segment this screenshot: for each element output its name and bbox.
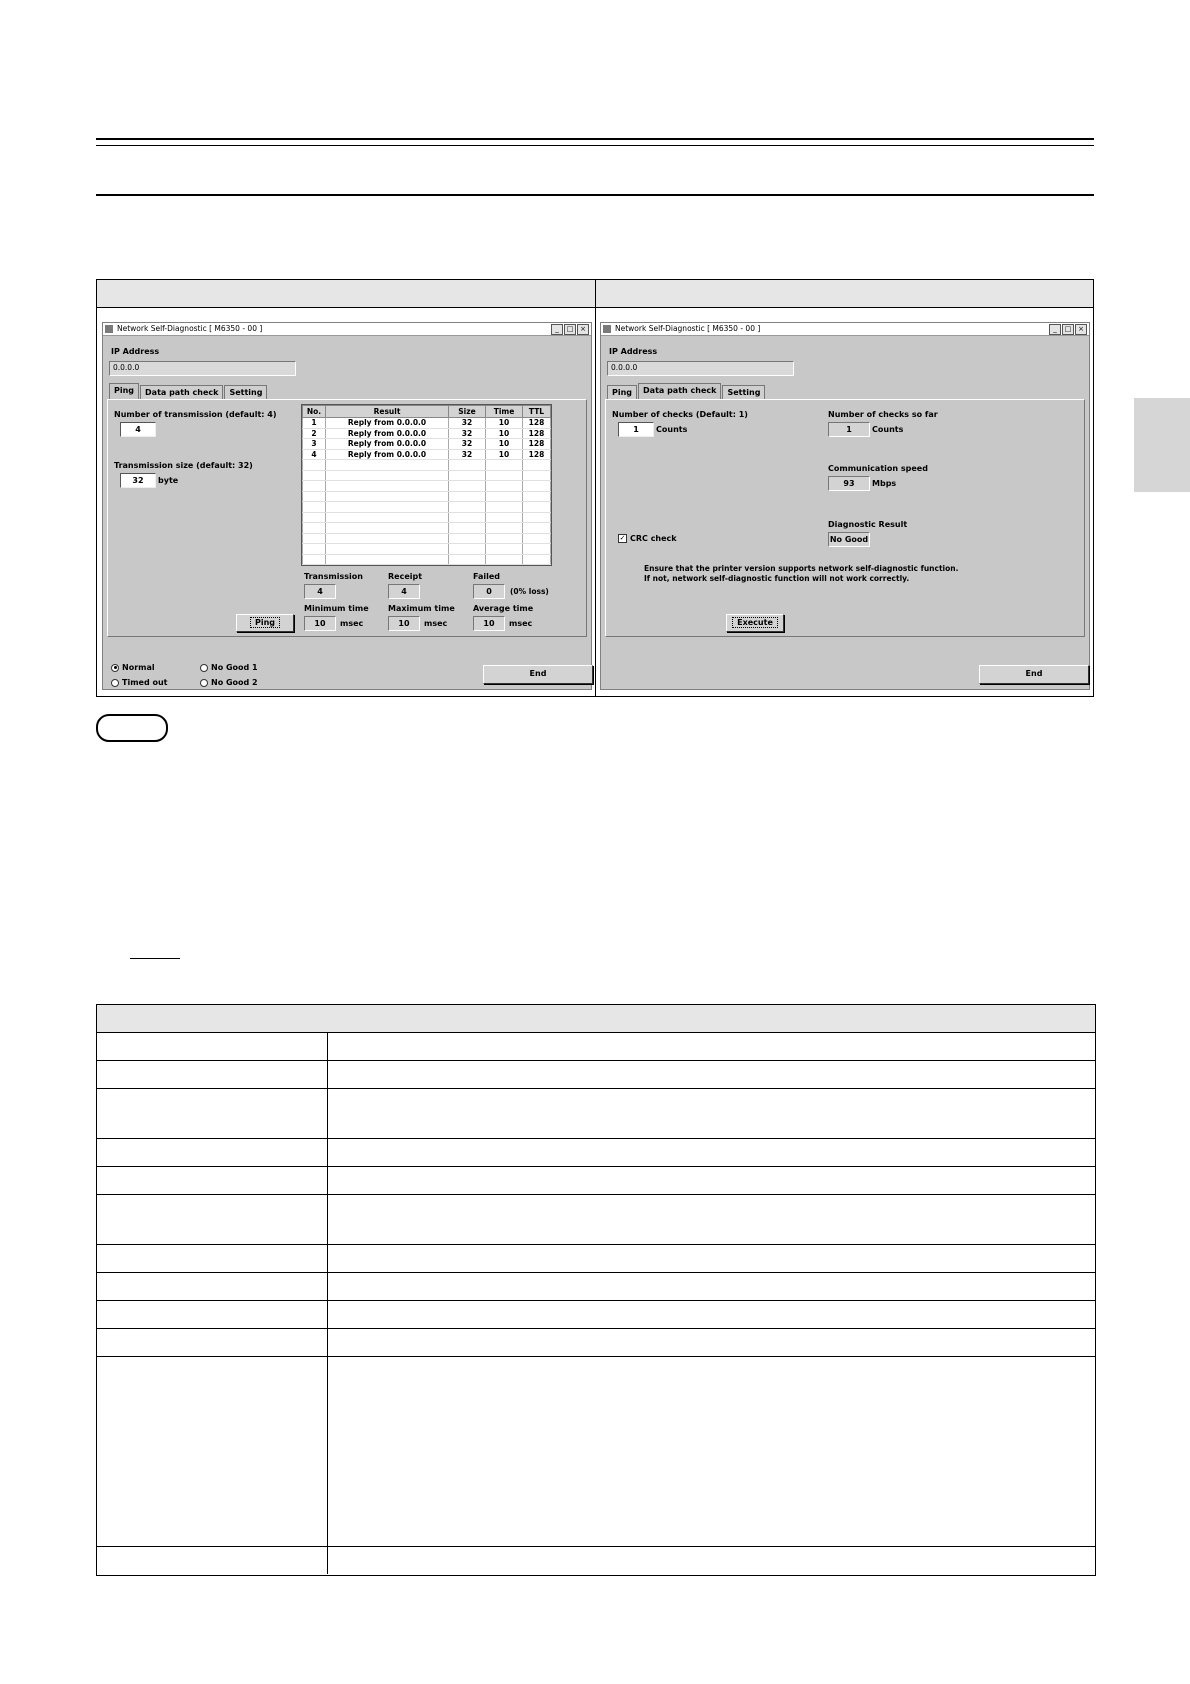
close-icon[interactable]: ×: [1075, 324, 1087, 335]
ip-address-label: IP Address: [609, 347, 658, 356]
spec-row-cell: [97, 1329, 328, 1356]
checks-so-far-label: Number of checks so far: [828, 410, 938, 419]
col-no[interactable]: No.: [303, 406, 326, 418]
radio-normal-label: Normal: [122, 663, 155, 672]
spec-row-cell: [97, 1139, 328, 1166]
tab-data-path-check[interactable]: Data path check: [638, 383, 721, 400]
tab-ping[interactable]: Ping: [607, 385, 637, 400]
cell: 1: [303, 418, 326, 429]
datapath-window: [600, 322, 1090, 690]
cell: Reply from 0.0.0.0: [326, 428, 449, 439]
radio-icon: [200, 679, 208, 687]
execute-button[interactable]: [726, 614, 784, 632]
ping-tab-panel: [107, 399, 587, 637]
cell: 3: [303, 439, 326, 450]
spec-row: [97, 1195, 1095, 1245]
radio-no-good-1[interactable]: [200, 663, 258, 672]
transmission-size-label: Transmission size (default: 32): [114, 461, 253, 470]
num-checks-label: Number of checks (Default: 1): [612, 410, 748, 419]
end-button[interactable]: End: [483, 665, 593, 684]
spec-row: [97, 1061, 1095, 1089]
app-icon: [105, 325, 113, 333]
ping-button-label: Ping: [251, 618, 279, 627]
figure-column-divider: [595, 280, 596, 696]
cell: 128: [523, 439, 551, 450]
table-row[interactable]: [303, 449, 551, 460]
crc-check[interactable]: [618, 534, 677, 543]
table-row[interactable]: [303, 439, 551, 450]
checkbox-checked-icon: ✓: [619, 534, 626, 542]
spec-table: [96, 1004, 1096, 1576]
tab-data-path-check[interactable]: Data path check: [140, 385, 223, 400]
num-checks-input[interactable]: 1: [618, 422, 654, 437]
spec-row-cell: [97, 1061, 328, 1088]
window-title: Network Self-Diagnostic [ M6350 - 00 ]: [615, 324, 761, 333]
maximize-icon[interactable]: □: [564, 324, 576, 335]
figure-table: [96, 279, 1094, 697]
transmission-value: 4: [304, 584, 336, 599]
cell: 32: [449, 418, 486, 429]
spec-row-cell: [97, 1301, 328, 1328]
end-button[interactable]: End: [979, 665, 1089, 684]
cell: 2: [303, 428, 326, 439]
maximize-icon[interactable]: □: [1062, 324, 1074, 335]
notice-line-2: If not, network self-diagnostic function will not work correctly.: [644, 574, 910, 583]
radio-no-good-2[interactable]: [200, 678, 258, 687]
cell: 128: [523, 428, 551, 439]
radio-selected-icon: [111, 664, 119, 672]
comm-speed-unit: Mbps: [872, 479, 897, 488]
cell: 32: [449, 439, 486, 450]
table-row-empty: [303, 544, 551, 555]
failed-label: Failed: [473, 572, 501, 581]
table-row[interactable]: [303, 418, 551, 429]
checks-so-far-unit: Counts: [872, 425, 904, 434]
notice-line-1: Ensure that the printer version supports network self-diagnostic function.: [644, 564, 959, 573]
min-time-value: 10: [304, 616, 336, 631]
note-badge: [96, 714, 168, 742]
spec-row: [97, 1273, 1095, 1301]
cell: 10: [486, 439, 523, 450]
ip-address-field: 0.0.0.0: [607, 361, 794, 376]
cell: 4: [303, 449, 326, 460]
ip-address-field: 0.0.0.0: [109, 361, 296, 376]
table-row-empty: [303, 554, 551, 565]
spec-row: [97, 1547, 1095, 1574]
chapter-side-tab: [1134, 398, 1190, 492]
cell: 32: [449, 449, 486, 460]
avg-time-label: Average time: [473, 604, 534, 613]
ip-address-label: IP Address: [111, 347, 160, 356]
spec-row: [97, 1139, 1095, 1167]
spec-table-header: [97, 1005, 1095, 1033]
spec-row-cell: [97, 1245, 328, 1272]
table-row-empty: [303, 533, 551, 544]
spec-row: [97, 1245, 1095, 1273]
failed-value: 0: [473, 584, 505, 599]
radio-icon: [111, 679, 119, 687]
spec-row: [97, 1301, 1095, 1329]
comm-speed-value: 93: [828, 476, 870, 491]
table-row-empty: [303, 470, 551, 481]
loss-text: (0% loss): [510, 587, 549, 596]
radio-icon: [200, 664, 208, 672]
table-row-empty: [303, 512, 551, 523]
spec-row-cell: [97, 1195, 328, 1244]
num-checks-unit: Counts: [656, 425, 688, 434]
figure-header-right: [596, 280, 1093, 308]
max-time-unit: msec: [424, 619, 448, 628]
col-result[interactable]: Result: [326, 406, 449, 418]
tab-setting[interactable]: Setting: [224, 385, 267, 400]
col-time[interactable]: Time: [486, 406, 523, 418]
minimize-icon[interactable]: _: [1049, 324, 1061, 335]
diag-result-label: Diagnostic Result: [828, 520, 908, 529]
window-title: Network Self-Diagnostic [ M6350 - 00 ]: [117, 324, 263, 333]
table-row-empty: [303, 491, 551, 502]
spec-row: [97, 1167, 1095, 1195]
cell: Reply from 0.0.0.0: [326, 439, 449, 450]
figure-header-left: [97, 280, 595, 308]
spec-row-cell: [97, 1547, 328, 1574]
header-rule: [96, 194, 1094, 196]
spec-row: [97, 1033, 1095, 1061]
ping-window-titlebar: [103, 323, 591, 336]
radio-no-good-2-label: No Good 2: [211, 678, 258, 687]
table-row-empty: [303, 460, 551, 471]
cell: 128: [523, 418, 551, 429]
spec-row: [97, 1329, 1095, 1357]
spec-row-cell: [97, 1033, 328, 1060]
table-row-empty: [303, 523, 551, 534]
spec-row-cell: [97, 1089, 328, 1138]
cell: 10: [486, 418, 523, 429]
max-time-label: Maximum time: [388, 604, 455, 613]
close-icon[interactable]: ×: [577, 324, 589, 335]
diag-result-value: No Good: [828, 532, 870, 547]
min-time-unit: msec: [340, 619, 364, 628]
cell: 10: [486, 449, 523, 460]
spec-row: [97, 1357, 1095, 1547]
radio-normal[interactable]: [111, 663, 155, 672]
tab-ping[interactable]: Ping: [109, 383, 139, 400]
cell: Reply from 0.0.0.0: [326, 449, 449, 460]
max-time-value: 10: [388, 616, 420, 631]
ping-results-table: [301, 404, 552, 566]
cell: Reply from 0.0.0.0: [326, 418, 449, 429]
cell: 10: [486, 428, 523, 439]
tab-setting[interactable]: Setting: [722, 385, 765, 400]
num-transmission-input[interactable]: 4: [120, 422, 156, 437]
underline-mark: [130, 958, 180, 959]
radio-timed-out-label: Timed out: [122, 678, 168, 687]
table-row-empty: [303, 481, 551, 492]
col-size[interactable]: Size: [449, 406, 486, 418]
ping-window: [102, 322, 592, 690]
radio-timed-out[interactable]: [111, 678, 168, 687]
crc-check-label: CRC check: [630, 534, 677, 543]
receipt-value: 4: [388, 584, 420, 599]
datapath-tab-panel: [605, 399, 1085, 637]
header-rule-double: [96, 138, 1094, 146]
radio-no-good-1-label: No Good 1: [211, 663, 258, 672]
cell: 128: [523, 449, 551, 460]
spec-row-cell: [97, 1357, 328, 1546]
table-row[interactable]: [303, 428, 551, 439]
transmission-size-input[interactable]: 32: [120, 473, 156, 488]
spec-row: [97, 1089, 1095, 1139]
minimize-icon[interactable]: _: [551, 324, 563, 335]
num-transmission-label: Number of transmission (default: 4): [114, 410, 277, 419]
byte-unit: byte: [158, 476, 179, 485]
datapath-window-titlebar: [601, 323, 1089, 336]
ping-button[interactable]: [236, 614, 294, 632]
transmission-label: Transmission: [304, 572, 363, 581]
app-icon: [603, 325, 611, 333]
spec-row-cell: [97, 1273, 328, 1300]
col-ttl[interactable]: TTL: [523, 406, 551, 418]
avg-time-unit: msec: [509, 619, 533, 628]
min-time-label: Minimum time: [304, 604, 369, 613]
checks-so-far-value: 1: [828, 422, 870, 437]
receipt-label: Receipt: [388, 572, 423, 581]
table-row-empty: [303, 502, 551, 513]
avg-time-value: 10: [473, 616, 505, 631]
execute-button-label: Execute: [733, 618, 777, 627]
spec-row-cell: [97, 1167, 328, 1194]
cell: 32: [449, 428, 486, 439]
comm-speed-label: Communication speed: [828, 464, 928, 473]
